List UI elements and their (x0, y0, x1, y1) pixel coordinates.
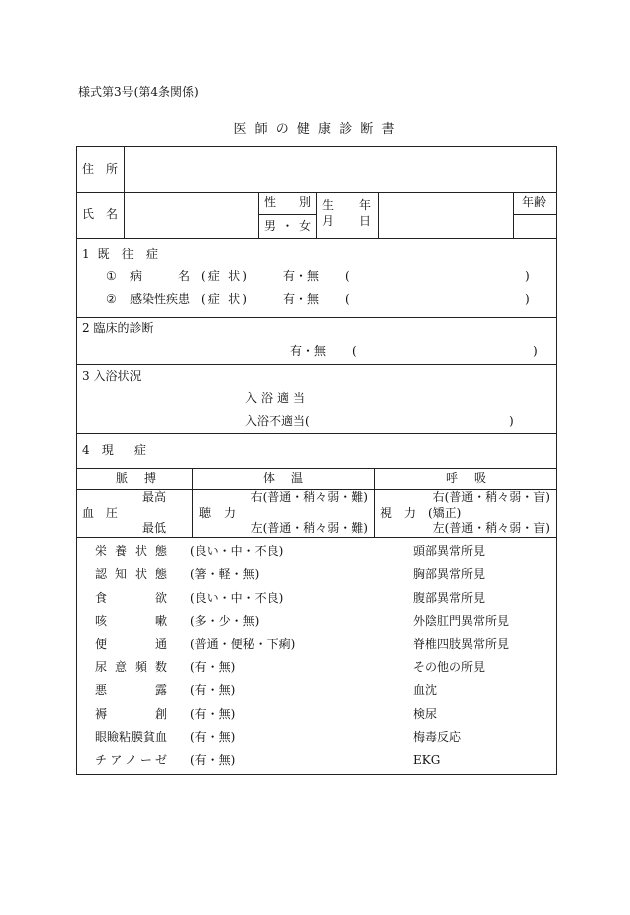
vision-right: 右(普通・稍々弱・盲) (432, 490, 550, 504)
finding-row (0, 660, 630, 674)
finding-label: 咳 嗽 (95, 614, 167, 628)
sex-options: 男 ・ 女 (264, 219, 311, 233)
vision-left: 左(普通・稍々弱・盲) (432, 521, 550, 535)
finding-options: (良い・中・不良) (190, 591, 284, 605)
blood-pressure-low: 最低 (141, 521, 166, 535)
finding-row (0, 753, 630, 767)
history-item-presence: 有・無 (283, 292, 320, 306)
finding-right-item: 外陰肛門異常所見 (413, 614, 510, 628)
form-table (76, 146, 557, 775)
finding-label: 尿 意 頻 数 (95, 660, 167, 674)
finding-row (0, 544, 630, 558)
row-divider-vitals (76, 537, 557, 538)
clinical-open-paren: ( (352, 344, 357, 358)
vision-corrected: (矯正) (428, 506, 462, 520)
row-divider-clinical (76, 364, 557, 365)
vision-label: 視 力 (380, 506, 416, 520)
vitals-column-divider-2 (374, 468, 375, 537)
vitals-column-divider-1 (192, 468, 193, 537)
finding-label: 眼瞼粘膜貧血 (95, 730, 167, 744)
pulse-header: 脈 搏 (116, 471, 156, 485)
hearing-label: 聴 力 (199, 506, 236, 520)
history-item-marker: ① (106, 269, 117, 283)
blood-pressure-high: 最高 (141, 490, 166, 504)
sex-cell-divider (258, 214, 316, 215)
row-divider-bathing (76, 433, 557, 434)
finding-right-item: 腹部異常所見 (413, 591, 486, 605)
history-heading: 1 既 往 症 (82, 247, 158, 261)
finding-options: (有・無) (190, 660, 236, 674)
row-divider-history (76, 317, 557, 318)
finding-right-item: 梅毒反応 (413, 730, 462, 744)
clinical-presence: 有・無 (290, 344, 327, 358)
finding-right-item: 胸部異常所見 (413, 567, 486, 581)
dob-field (379, 193, 513, 238)
history-item (0, 292, 630, 306)
temperature-header: 体 温 (263, 471, 303, 485)
finding-label: 栄 養 状 態 (95, 544, 167, 558)
name-field (125, 193, 258, 238)
sex-column-divider-right (316, 192, 317, 238)
history-item-close-paren: ) (525, 292, 530, 306)
current-heading: 4 現 症 (82, 443, 146, 457)
history-item-symptom: (症 状) (201, 292, 247, 306)
hearing-left: 左(普通・稍々弱・難) (250, 521, 368, 535)
history-item-marker: ② (106, 292, 117, 306)
finding-label: 食 欲 (95, 591, 167, 605)
finding-options: (有・無) (190, 730, 236, 744)
address-label: 住 所 (82, 162, 118, 176)
clinical-close-paren: ) (533, 344, 538, 358)
hearing-right: 右(普通・稍々弱・難) (250, 490, 368, 504)
finding-options: (普通・便秘・下痢) (190, 637, 296, 651)
history-item-name: 感染性疾患 (130, 292, 190, 306)
row-divider-current (76, 468, 557, 469)
finding-options: (有・無) (190, 683, 236, 697)
sex-column-divider-left (258, 192, 259, 238)
finding-right-item: 脊椎四肢異常所見 (413, 637, 510, 651)
finding-label: 褥 創 (95, 707, 167, 721)
bathing-suitable: 入 浴 適 当 (245, 391, 305, 405)
finding-right-item: 頭部異常所見 (413, 544, 486, 558)
finding-label: 認 知 状 態 (95, 567, 167, 581)
finding-options: (有・無) (190, 707, 236, 721)
history-item-open-paren: ( (345, 292, 350, 306)
clinical-heading: 2 臨床的診断 (82, 321, 154, 335)
age-label: 年齢 (522, 195, 547, 209)
bathing-heading: 3 入浴状況 (82, 369, 142, 383)
form-number: 様式第3号(第4条関係) (78, 85, 199, 99)
name-label: 氏 名 (82, 207, 118, 221)
bathing-close-paren: ) (509, 414, 514, 428)
finding-row (0, 730, 630, 744)
finding-right-item: 検尿 (413, 707, 438, 721)
finding-options: (有・無) (190, 753, 236, 767)
row-divider-name (76, 238, 557, 239)
blood-pressure-label: 血 圧 (82, 506, 118, 520)
finding-right-item: その他の所見 (413, 660, 486, 674)
history-item-symptom: (症 状) (201, 269, 247, 283)
document-title: 医 師 の 健 康 診 断 書 (233, 122, 397, 137)
finding-row (0, 567, 630, 581)
finding-options: (多・少・無) (190, 614, 260, 628)
finding-label: 悪 露 (95, 683, 167, 697)
history-item-open-paren: ( (345, 269, 350, 283)
finding-row (0, 591, 630, 605)
finding-right-item: EKG (413, 753, 441, 767)
finding-label: チアノーゼ (95, 753, 167, 767)
dob-label-top: 生 年 (322, 198, 371, 212)
finding-row (0, 707, 630, 721)
finding-row (0, 614, 630, 628)
history-item-close-paren: ) (525, 269, 530, 283)
history-item-name: 病 名 (130, 269, 190, 283)
finding-options: (良い・中・不良) (190, 544, 284, 558)
address-field (125, 147, 556, 192)
history-item-presence: 有・無 (283, 269, 320, 283)
finding-label: 便 通 (95, 637, 167, 651)
age-field (514, 215, 556, 237)
dob-label-bottom: 月 日 (322, 214, 371, 228)
sex-label: 性 別 (264, 195, 311, 209)
respiration-header: 呼 吸 (446, 471, 486, 485)
finding-options: (箸・軽・無) (190, 567, 260, 581)
bathing-unsuitable: 入浴不適当( (245, 414, 310, 428)
finding-right-item: 血沈 (413, 683, 438, 697)
finding-row (0, 637, 630, 651)
history-item (0, 269, 630, 283)
finding-row (0, 683, 630, 697)
